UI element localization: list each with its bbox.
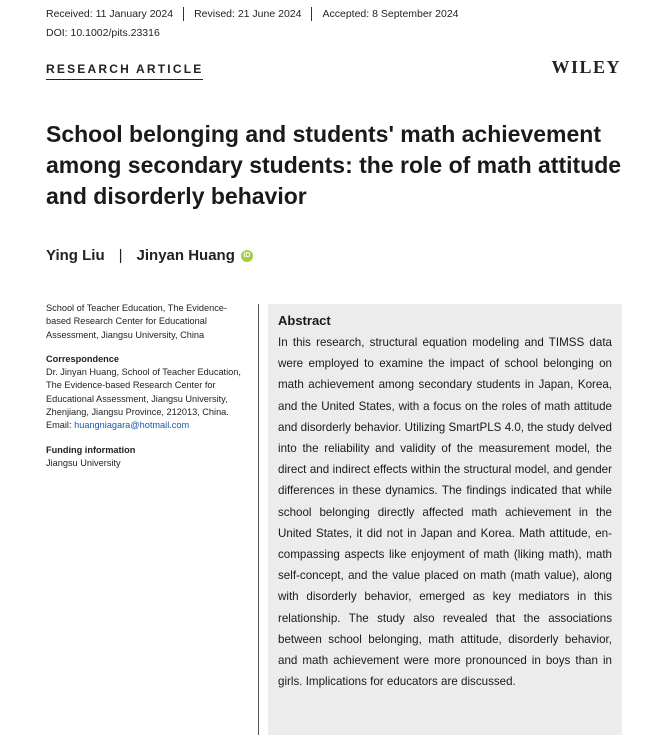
revised-date: Revised: 21 June 2024 [194,8,302,20]
email-label: Email: [46,420,75,431]
doi[interactable]: DOI: 10.1002/pits.23316 [46,27,160,39]
article-type-label: RESEARCH ARTICLE [46,62,203,80]
author-list [46,247,253,264]
funding-body: Jiangsu University [46,457,121,468]
correspondence-body [46,366,246,432]
correspondence-address: Dr. Jinyan Huang, School of Teacher Education, The Evidence-based Research Center for Educational Assessment, Jiangsu University, Zhenjiang, Jiangsu Province, 212013, China. [46,367,241,418]
affiliation: School of Teacher Education, The Evidence-based Research Center for Educational Assessment, Jiangsu University, China [46,303,227,340]
author-info-sidebar [46,302,246,470]
orcid-icon[interactable]: iD [241,250,253,262]
date-divider [183,7,184,21]
accepted-date: Accepted: 8 September 2024 [322,8,459,20]
email-link[interactable]: huangniagara@hotmail.com [74,420,190,431]
received-date: Received: 11 January 2024 [46,8,174,20]
article-dates [46,7,459,21]
paper-title: School belonging and students' math achievement among secondary students: the role of math attitude and disorderly behavior [46,121,622,209]
correspondence-heading: Correspondence [46,353,120,364]
abstract-text: In this research, structural equation modeling and TIMSS data were employed to examine the impact of school belonging on math achievement among secondary students in Japan, Korea, and the United States, with a focus on the roles of math attitude and disorderly behavior. Utilizing SmartPLS 4.0, the study delved into the reliability and validity of the measurement model, the direct and indirect effects within the structural model, and gender differences in these dynamics. The findings indicated that while school belonging directly affected math achievement in the United States, it did not in Japan and Korea. Math attitude, encompassing aspects like enjoyment of math (liking math), math self-concept, and the value placed on math (math value), along with disorderly behavior, emerged as key mediators in this relationship. The study also revealed that the associations between school belonging, math attitude, disorderly behavior, and math achievement were more pronounced in boys than in girls. Implications for educators are discussed. [278,336,612,689]
abstract-heading: Abstract [278,313,331,328]
author-name[interactable]: Jinyan Huang [136,247,235,264]
abstract-box [268,304,622,735]
funding-heading: Funding information [46,444,136,455]
author-separator: | [118,247,123,264]
date-divider [311,7,312,21]
author-name[interactable]: Ying Liu [46,247,105,264]
publisher-logo: WILEY [551,57,621,77]
column-divider [258,304,259,735]
